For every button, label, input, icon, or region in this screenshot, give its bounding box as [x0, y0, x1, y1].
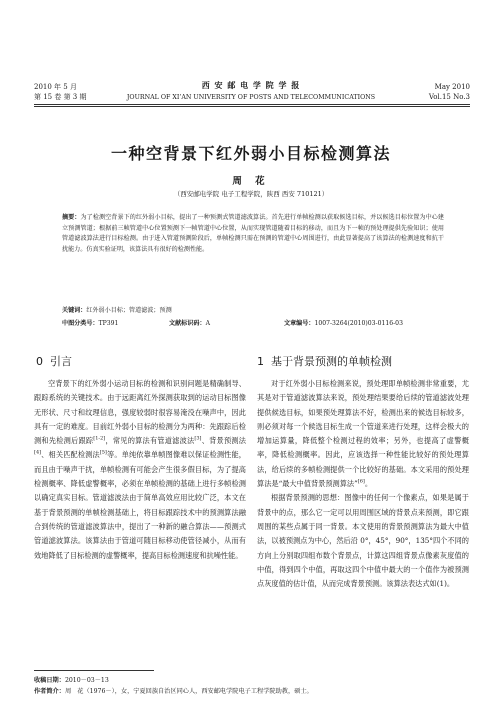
header-journal-en: JOURNAL OF XI’AN UNIVERSITY OF POSTS AND TELECOMMUNICATIONS — [126, 94, 376, 101]
header-rule — [34, 104, 470, 105]
section1-text-b: 。 — [364, 479, 373, 489]
paper-affiliation: （西安邮电学院 电子工程学院，陕西 西安 710121） — [173, 190, 329, 198]
article-value: 1007-3264(2010)03-0116-03 — [314, 320, 403, 327]
keywords-label: 关键词： — [62, 307, 87, 314]
intro-paragraph — [34, 377, 246, 563]
footnote-bio — [34, 686, 313, 695]
intro-text-e: 等。单纯依靠单帧图像难以保证检测性能，而且由于噪声干扰，单帧检测有可能会产生很多假目标，为了提高检测概率、降低虚警概率，必须在单帧检测的基础上进行多帧检测以确定真实目标。管道滤波法由于简单高效应用比较广泛，本文在基于背景预测的单帧检测基础上，将目标跟踪技术中的预测算法融合到传统的管道滤波算法中，提出了一种新的融合算法——预测式管道滤波算法。该算法由于管道可随目标移动使管径减小，从而有效地降低了目标检测的虚警概率，提高目标检测速度和抗噪性能。 — [34, 450, 246, 560]
citation-ref: [4] — [34, 450, 42, 457]
section-1-heading — [257, 353, 392, 369]
header-volume-cn: 第 15 卷 第 3 期 — [34, 93, 87, 101]
received-label: 收稿日期： — [34, 677, 65, 684]
doc-code — [169, 318, 210, 327]
intro-text-d: 、相关匹配检测法 — [41, 450, 100, 460]
section1-paragraph-2: 根据背景预测的思想：图像中的任何一个像素点，如果是属于背景中的点，那么它一定可以用周围区域的背景点来预测，即它跟周围的某些点属于同一背景。本文使用的背景预测算法为最大中值法，以被预测点为中心，然后沿 0°，45°，90°，135°四个不同的方向上分别取四组布数个背景点，计算这四组背景点像素灰度值的中值，得到四个中值，再取这四个中值中最大的一个值作为被预测点灰度值的估计值，从而完成背景预测。该算法表达式如(1)。 — [257, 493, 469, 589]
header-date-cn: 2010 年 5 月 — [34, 83, 77, 91]
doc-label: 文献标识码： — [169, 320, 206, 327]
article-number — [284, 318, 403, 327]
doc-value: A — [205, 320, 210, 327]
footnote-rule — [34, 670, 154, 671]
intro-text-c: 、背景预测法 — [201, 436, 246, 446]
intro-text-b: ，常见的算法有管道滤波法 — [105, 436, 195, 446]
clc-label: 中图分类号： — [62, 320, 99, 327]
keywords — [62, 305, 172, 314]
clc-value: TP391 — [98, 320, 119, 327]
right-column — [257, 377, 469, 591]
section-1-title: 基于背景预测的单帧检测 — [271, 355, 392, 368]
paper-author: 周 花 — [232, 176, 270, 187]
abstract — [62, 213, 444, 255]
clc-number — [62, 318, 118, 327]
section-1-number: 1 — [257, 355, 264, 368]
citation-ref: [3] — [194, 435, 202, 442]
section1-text-a: 对于红外弱小目标检测来说，预处理即单帧检测非常重要，尤其是对于管道滤波算法来说，预处理结果要给后续的管道滤波处理提供候选目标，如果预处理算法不好，检测出来的候选目标较多，则必须对每一个候选目标生成一个管道来进行处理，这样会极大的增加运算量，降低整个检测过程的效率；另外，也提高了虚警概率，降低检测概率。因此，应该选择一种性能比较好的预处理算法，给后续的多帧检测提供一个比较好的基础。本文采用的预处理算法是“最大中值背景预测算法” — [257, 379, 469, 489]
abstract-text: 为了检测空背景下的红外弱小目标，提出了一种预测式管道滤波算法。首先进行单帧检测以获取候选目标，并以候选目标位置为中心建立预测管道；根据前三帧管道中心位置预测下一帧管道中心位置，从而实现管道随着目标的移动，而且为下一帧的预处理提供先验知识；使用管道滤波算法进行目标检测。由于进入管道预测阶段后，单帧检测只需在预测的管道中心周围进行，由此显著提高了该算法的检测速度和抗干扰能力。仿真实验证明，该算法具有很好的检测性能。 — [62, 214, 445, 253]
citation-ref: [1-2] — [93, 435, 106, 442]
keywords-text: 红外弱小目标；管道滤波；预测 — [86, 307, 172, 314]
footnote-received — [34, 675, 109, 684]
section1-paragraph-1 — [257, 377, 469, 491]
citation-ref: [5] — [99, 450, 107, 457]
received-date: 2010－03－13 — [64, 677, 109, 684]
header-journal-cn: 西 安 邮 电 学 院 学 报 — [201, 80, 301, 90]
intro-text-a: 空背景下的红外弱小运动目标的检测和识别问题是精确制导、跟踪系统的关键技术。由于远距离红外探测获取到的运动目标图像无形状、尺寸和纹理信息，强度较弱时很容易淹没在噪声中，因此具有一定的难度。目前红外弱小目标的检测分为两种：先跟踪后检测和先检测后跟踪 — [34, 379, 246, 446]
header-date-en: May 2010 — [434, 83, 470, 91]
bio-label: 作者简介： — [34, 688, 65, 695]
abstract-label: 摘要： — [62, 214, 81, 221]
section-intro-heading — [36, 353, 72, 369]
citation-ref: [6] — [357, 478, 365, 485]
header-rule-double — [34, 106, 470, 107]
bio-text: 周 花（1976－），女，宁夏回族自治区同心人，西安邮电学院电子工程学院助教，硕士。 — [64, 688, 313, 695]
article-label: 文章编号： — [284, 320, 315, 327]
header-volume-en: Vol.15 No.3 — [428, 93, 470, 101]
left-column — [34, 377, 246, 563]
paper-title: 一种空背景下红外弱小目标检测算法 — [110, 144, 391, 163]
section-intro-title: 引言 — [50, 355, 72, 368]
section-intro-number: 0 — [36, 355, 43, 368]
